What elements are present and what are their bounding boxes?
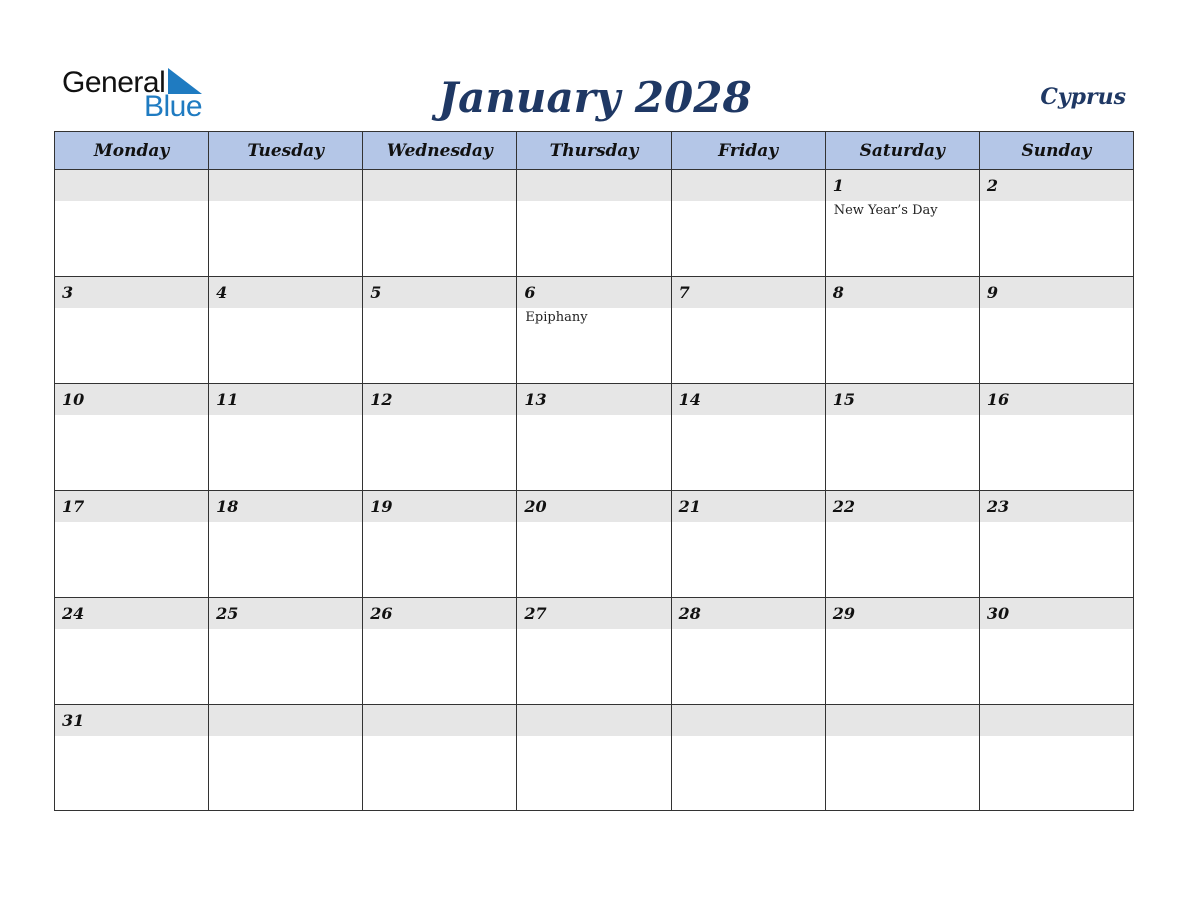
empty-day-cell	[209, 170, 363, 277]
day-number: 11	[216, 390, 239, 409]
day-number-bar	[209, 491, 362, 522]
day-cell	[209, 491, 363, 598]
weekday-tuesday: Tuesday	[209, 132, 363, 170]
weekday-wednesday: Wednesday	[363, 132, 517, 170]
day-number-bar	[209, 277, 362, 308]
day-cell	[55, 384, 209, 491]
day-cell	[979, 491, 1133, 598]
day-number-bar	[209, 705, 362, 736]
day-number: 24	[62, 604, 85, 623]
day-cell	[363, 384, 517, 491]
day-number: 25	[216, 604, 239, 623]
brand-word-blue: Blue	[144, 90, 203, 123]
day-number-bar	[980, 705, 1133, 736]
day-number-bar	[517, 705, 670, 736]
day-cell	[517, 598, 671, 705]
day-cell	[209, 277, 363, 384]
day-number: 19	[370, 497, 393, 516]
day-number-bar	[517, 384, 670, 415]
day-cell	[825, 384, 979, 491]
day-number: 14	[678, 390, 701, 409]
day-cell	[671, 491, 825, 598]
day-number: 12	[370, 390, 393, 409]
day-number-bar	[980, 170, 1133, 201]
day-number-bar	[517, 277, 670, 308]
day-number-bar	[209, 170, 362, 201]
day-number: 7	[678, 283, 690, 302]
day-number-bar	[55, 384, 208, 415]
day-cell	[671, 384, 825, 491]
day-cell	[979, 384, 1133, 491]
day-number: 4	[216, 283, 228, 302]
day-number: 23	[986, 497, 1010, 516]
day-number-bar	[363, 384, 516, 415]
day-number: 6	[524, 283, 536, 302]
day-number-bar	[826, 277, 979, 308]
day-number: 2	[986, 176, 998, 195]
brand-logo	[62, 66, 212, 124]
day-number: 15	[832, 390, 855, 409]
day-cell	[979, 277, 1133, 384]
empty-day-cell	[671, 170, 825, 277]
empty-day-cell	[55, 170, 209, 277]
day-number: 16	[986, 390, 1010, 409]
day-number: 8	[832, 283, 844, 302]
empty-day-cell	[209, 705, 363, 811]
day-number-bar	[826, 384, 979, 415]
day-cell	[517, 491, 671, 598]
week-row	[55, 277, 1134, 384]
brand-word-general: General	[62, 66, 166, 99]
day-number: 17	[62, 497, 85, 516]
weekday-header-row	[55, 132, 1134, 170]
day-cell	[979, 598, 1133, 705]
day-number: 28	[678, 604, 701, 623]
empty-day-cell	[825, 705, 979, 811]
day-number-bar	[826, 598, 979, 629]
day-number-bar	[363, 598, 516, 629]
day-number: 3	[62, 283, 74, 302]
day-cell	[825, 491, 979, 598]
day-cell	[363, 277, 517, 384]
day-number-bar	[517, 598, 670, 629]
day-number-bar	[980, 277, 1133, 308]
day-cell	[671, 277, 825, 384]
day-number-bar	[363, 705, 516, 736]
day-cell	[55, 705, 209, 811]
week-row	[55, 491, 1134, 598]
day-number: 1	[832, 176, 844, 195]
empty-day-cell	[517, 170, 671, 277]
day-number-bar	[55, 491, 208, 522]
day-cell	[363, 491, 517, 598]
day-number-bar	[826, 705, 979, 736]
day-number: 21	[678, 497, 701, 516]
day-number-bar	[672, 598, 825, 629]
day-cell	[979, 170, 1133, 277]
weekday-thursday: Thursday	[517, 132, 671, 170]
day-number-bar	[826, 170, 979, 201]
day-number-bar	[209, 384, 362, 415]
day-number-bar	[517, 491, 670, 522]
day-cell	[825, 277, 979, 384]
empty-day-cell	[517, 705, 671, 811]
day-number-bar	[363, 170, 516, 201]
day-cell	[517, 384, 671, 491]
week-row	[55, 170, 1134, 277]
day-cell	[825, 170, 979, 277]
day-number: 5	[370, 283, 382, 302]
day-number-bar	[517, 170, 670, 201]
page-title: January 2028	[438, 73, 752, 122]
day-number-bar	[672, 170, 825, 201]
day-number: 30	[986, 604, 1010, 623]
day-cell	[55, 598, 209, 705]
empty-day-cell	[671, 705, 825, 811]
weekday-monday: Monday	[55, 132, 209, 170]
holiday-label: Epiphany	[525, 310, 588, 325]
day-cell	[55, 491, 209, 598]
day-number-bar	[55, 598, 208, 629]
day-number: 20	[524, 497, 547, 516]
day-number-bar	[826, 491, 979, 522]
day-number-bar	[980, 384, 1133, 415]
day-cell	[55, 277, 209, 384]
week-row	[55, 705, 1134, 811]
day-number-bar	[363, 491, 516, 522]
calendar-grid	[54, 131, 1134, 811]
weekday-sunday: Sunday	[979, 132, 1133, 170]
day-number-bar	[209, 598, 362, 629]
day-number: 26	[370, 604, 393, 623]
day-cell	[363, 598, 517, 705]
day-number-bar	[55, 277, 208, 308]
day-number-bar	[55, 705, 208, 736]
day-number-bar	[363, 277, 516, 308]
day-cell	[825, 598, 979, 705]
empty-day-cell	[363, 705, 517, 811]
day-number-bar	[55, 170, 208, 201]
day-cell	[209, 384, 363, 491]
week-row	[55, 384, 1134, 491]
day-number-bar	[672, 384, 825, 415]
day-number-bar	[672, 705, 825, 736]
day-number-bar	[672, 277, 825, 308]
day-number-bar	[980, 491, 1133, 522]
day-number: 29	[832, 604, 855, 623]
day-cell	[671, 598, 825, 705]
day-number: 9	[986, 283, 998, 302]
day-number: 31	[62, 711, 85, 730]
day-cell	[517, 277, 671, 384]
day-number: 10	[62, 390, 85, 409]
empty-day-cell	[363, 170, 517, 277]
weekday-saturday: Saturday	[825, 132, 979, 170]
day-number: 27	[524, 604, 547, 623]
week-row	[55, 598, 1134, 705]
holiday-label: New Year’s Day	[833, 203, 938, 218]
day-number-bar	[980, 598, 1133, 629]
day-number: 13	[524, 390, 547, 409]
empty-day-cell	[979, 705, 1133, 811]
weekday-friday: Friday	[671, 132, 825, 170]
country-label: Cyprus	[1040, 84, 1126, 110]
day-number: 18	[216, 497, 239, 516]
day-number: 22	[832, 497, 855, 516]
day-number-bar	[672, 491, 825, 522]
day-cell	[209, 598, 363, 705]
